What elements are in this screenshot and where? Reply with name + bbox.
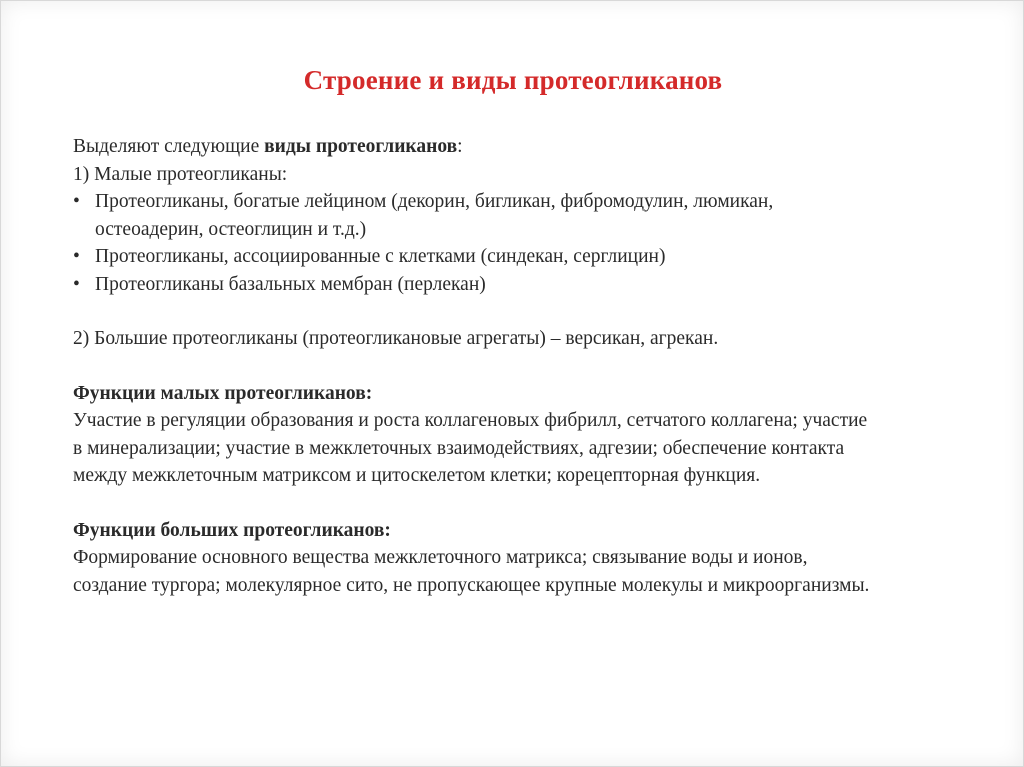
slide-title: Строение и виды протеогликанов	[303, 65, 723, 95]
spacer	[73, 298, 933, 325]
bullet-icon: •	[73, 246, 80, 267]
list-item	[73, 271, 933, 299]
intro-line	[73, 133, 933, 161]
bullet-icon: •	[73, 191, 80, 212]
large-proteoglycans-line: 2) Большие протеогликаны (протеогликановые агрегаты) – версикан, агрекан.	[73, 328, 719, 349]
bullet-text: Протеогликаны базальных мембран (перлекан)	[95, 273, 486, 295]
bullet-text: Протеогликаны, богатые лейцином (декорин, бигликан, фибромодулин, люмикан, остеоадерин, остеоглицин и т.д.)	[95, 191, 774, 240]
intro-prefix: Выделяют следующие	[73, 136, 265, 157]
spacer	[73, 490, 933, 517]
small-proteoglycans-header: 1) Малые протеогликаны:	[73, 163, 288, 185]
bullet-icon: •	[73, 273, 80, 295]
intro-bold: виды протеогликанов	[264, 136, 458, 157]
bullet-text: Протеогликаны, ассоциированные с клетками (синдекан, серглицин)	[95, 246, 666, 267]
small-functions-header: Функции малых протеогликанов:	[73, 382, 373, 404]
large-functions-text: Формирование основного вещества межклеточного матрикса; связывание воды и ионов, создание тургора; молекулярное сито, не пропускающее крупные молекулы и микроорганизмы.	[73, 547, 870, 596]
large-functions-header: Функции больших протеогликанов:	[73, 519, 391, 541]
slide-content	[73, 133, 933, 599]
list-item	[73, 188, 933, 243]
spacer	[73, 353, 933, 380]
small-functions-text: Участие в регуляции образования и роста коллагеновых фибрилл, сетчатого коллагена; участие в минерализации; участие в межклеточных взаимодействиях, адгезии; обеспечение контакта между межклеточным матриксом и цитоскелетом клетки; корецепторная функция.	[73, 410, 868, 486]
list-item	[73, 243, 933, 271]
intro-suffix: :	[457, 136, 463, 157]
